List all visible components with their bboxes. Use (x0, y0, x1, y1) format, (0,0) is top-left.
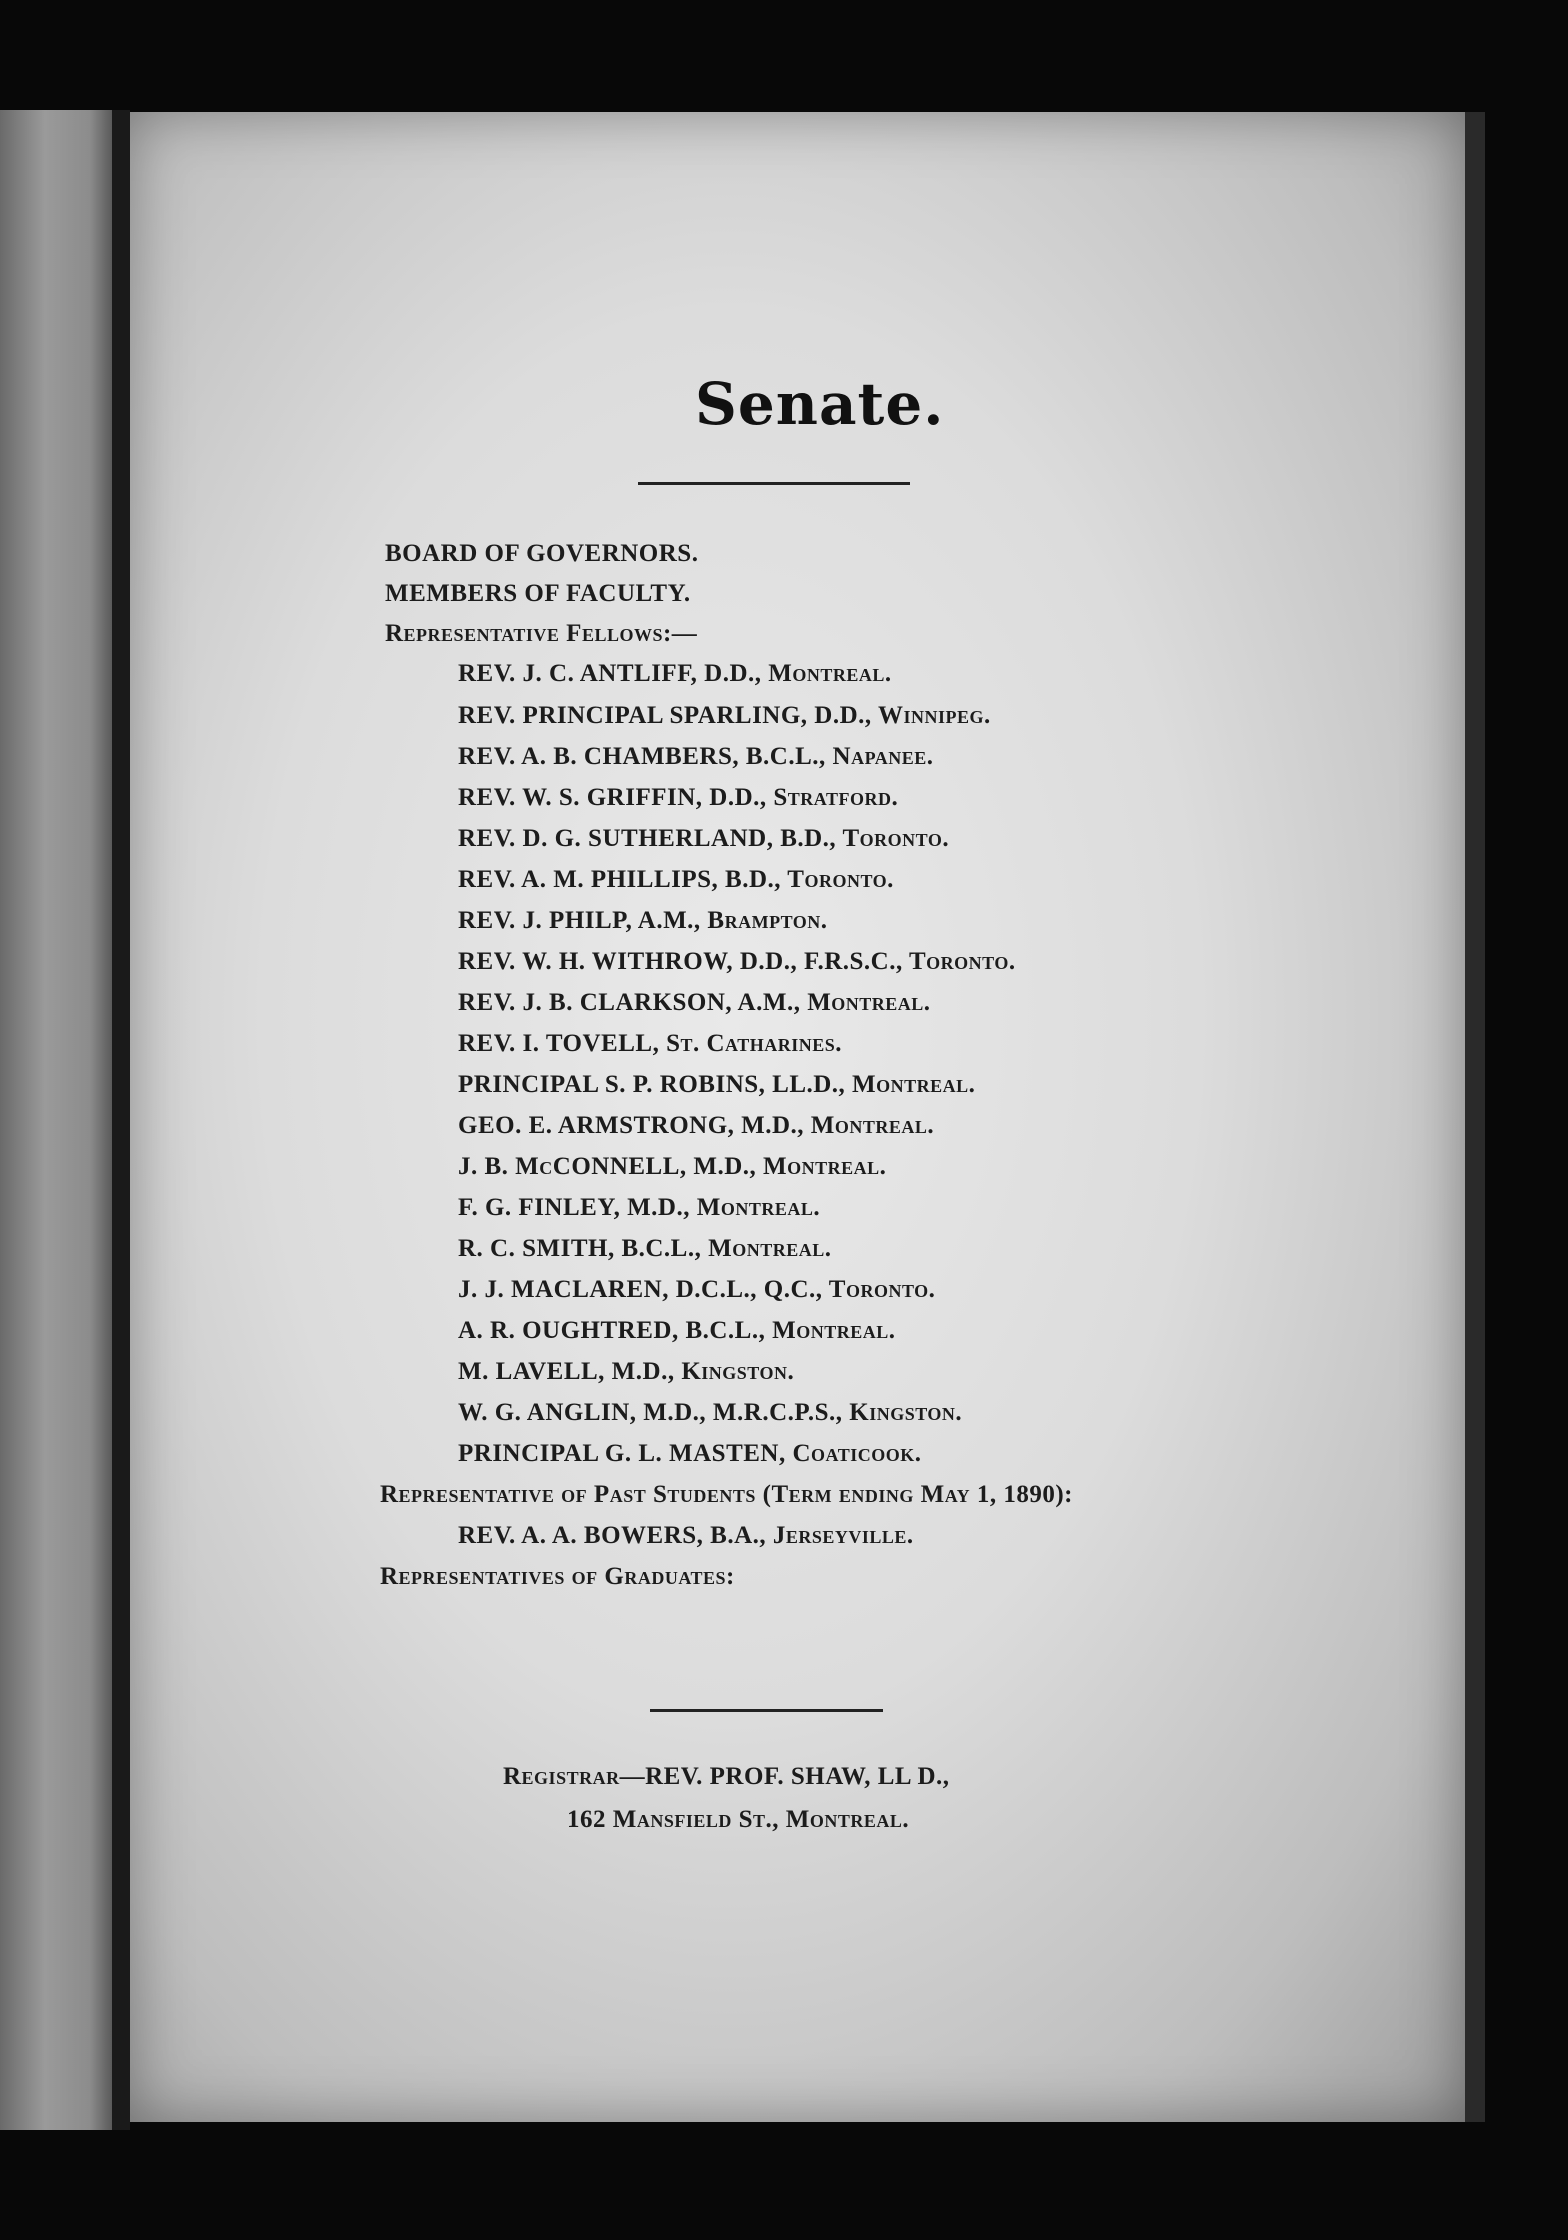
list-item: J. B. McCONNELL, M.D., Montreal. (458, 1153, 887, 1180)
footer-rule (650, 1709, 883, 1712)
list-item: GEO. E. ARMSTRONG, M.D., Montreal. (458, 1112, 935, 1139)
list-item: W. G. ANGLIN, M.D., M.R.C.P.S., Kingston. (458, 1399, 963, 1426)
list-item: REV. A. A. BOWERS, B.A., Jerseyville. (458, 1522, 914, 1549)
list-item: PRINCIPAL G. L. MASTEN, Coaticook. (458, 1440, 922, 1467)
board-of-governors: BOARD OF GOVERNORS. (385, 540, 699, 567)
page-gutter (112, 110, 130, 2130)
list-item: REV. A. B. CHAMBERS, B.C.L., Napanee. (458, 743, 934, 770)
page-title: Senate. (695, 370, 945, 438)
list-item: REV. J. PHILP, A.M., Brampton. (458, 907, 828, 934)
list-item: REV. J. C. ANTLIFF, D.D., Montreal. (458, 660, 892, 687)
title-rule (638, 482, 910, 485)
page-right-edge (1465, 112, 1485, 2122)
list-item: A. R. OUGHTRED, B.C.L., Montreal. (458, 1317, 896, 1344)
graduates-heading: Representatives of Graduates: (380, 1563, 735, 1590)
list-item: REV. J. B. CLARKSON, A.M., Montreal. (458, 989, 931, 1016)
members-of-faculty: MEMBERS OF FACULTY. (385, 580, 691, 607)
past-students-heading: Representative of Past Students (Term ending May 1, 1890): (380, 1481, 1073, 1508)
list-item: REV. W. H. WITHROW, D.D., F.R.S.C., Toronto. (458, 948, 1016, 975)
registrar-address: 162 Mansfield St., Montreal. (567, 1806, 910, 1833)
list-item: REV. I. TOVELL, St. Catharines. (458, 1030, 842, 1057)
list-item: J. J. MACLAREN, D.C.L., Q.C., Toronto. (458, 1276, 936, 1303)
list-item: REV. PRINCIPAL SPARLING, D.D., Winnipeg. (458, 702, 991, 729)
registrar-line: Registrar—REV. PROF. SHAW, LL D., (503, 1763, 950, 1790)
list-item: F. G. FINLEY, M.D., Montreal. (458, 1194, 821, 1221)
list-item: R. C. SMITH, B.C.L., Montreal. (458, 1235, 832, 1262)
list-item: REV. A. M. PHILLIPS, B.D., Toronto. (458, 866, 894, 893)
fellows-heading: Representative Fellows:— (385, 620, 698, 647)
facing-page-edge (0, 110, 112, 2130)
list-item: REV. W. S. GRIFFIN, D.D., Stratford. (458, 784, 899, 811)
list-item: M. LAVELL, M.D., Kingston. (458, 1358, 795, 1385)
list-item: PRINCIPAL S. P. ROBINS, LL.D., Montreal. (458, 1071, 976, 1098)
list-item: REV. D. G. SUTHERLAND, B.D., Toronto. (458, 825, 950, 852)
